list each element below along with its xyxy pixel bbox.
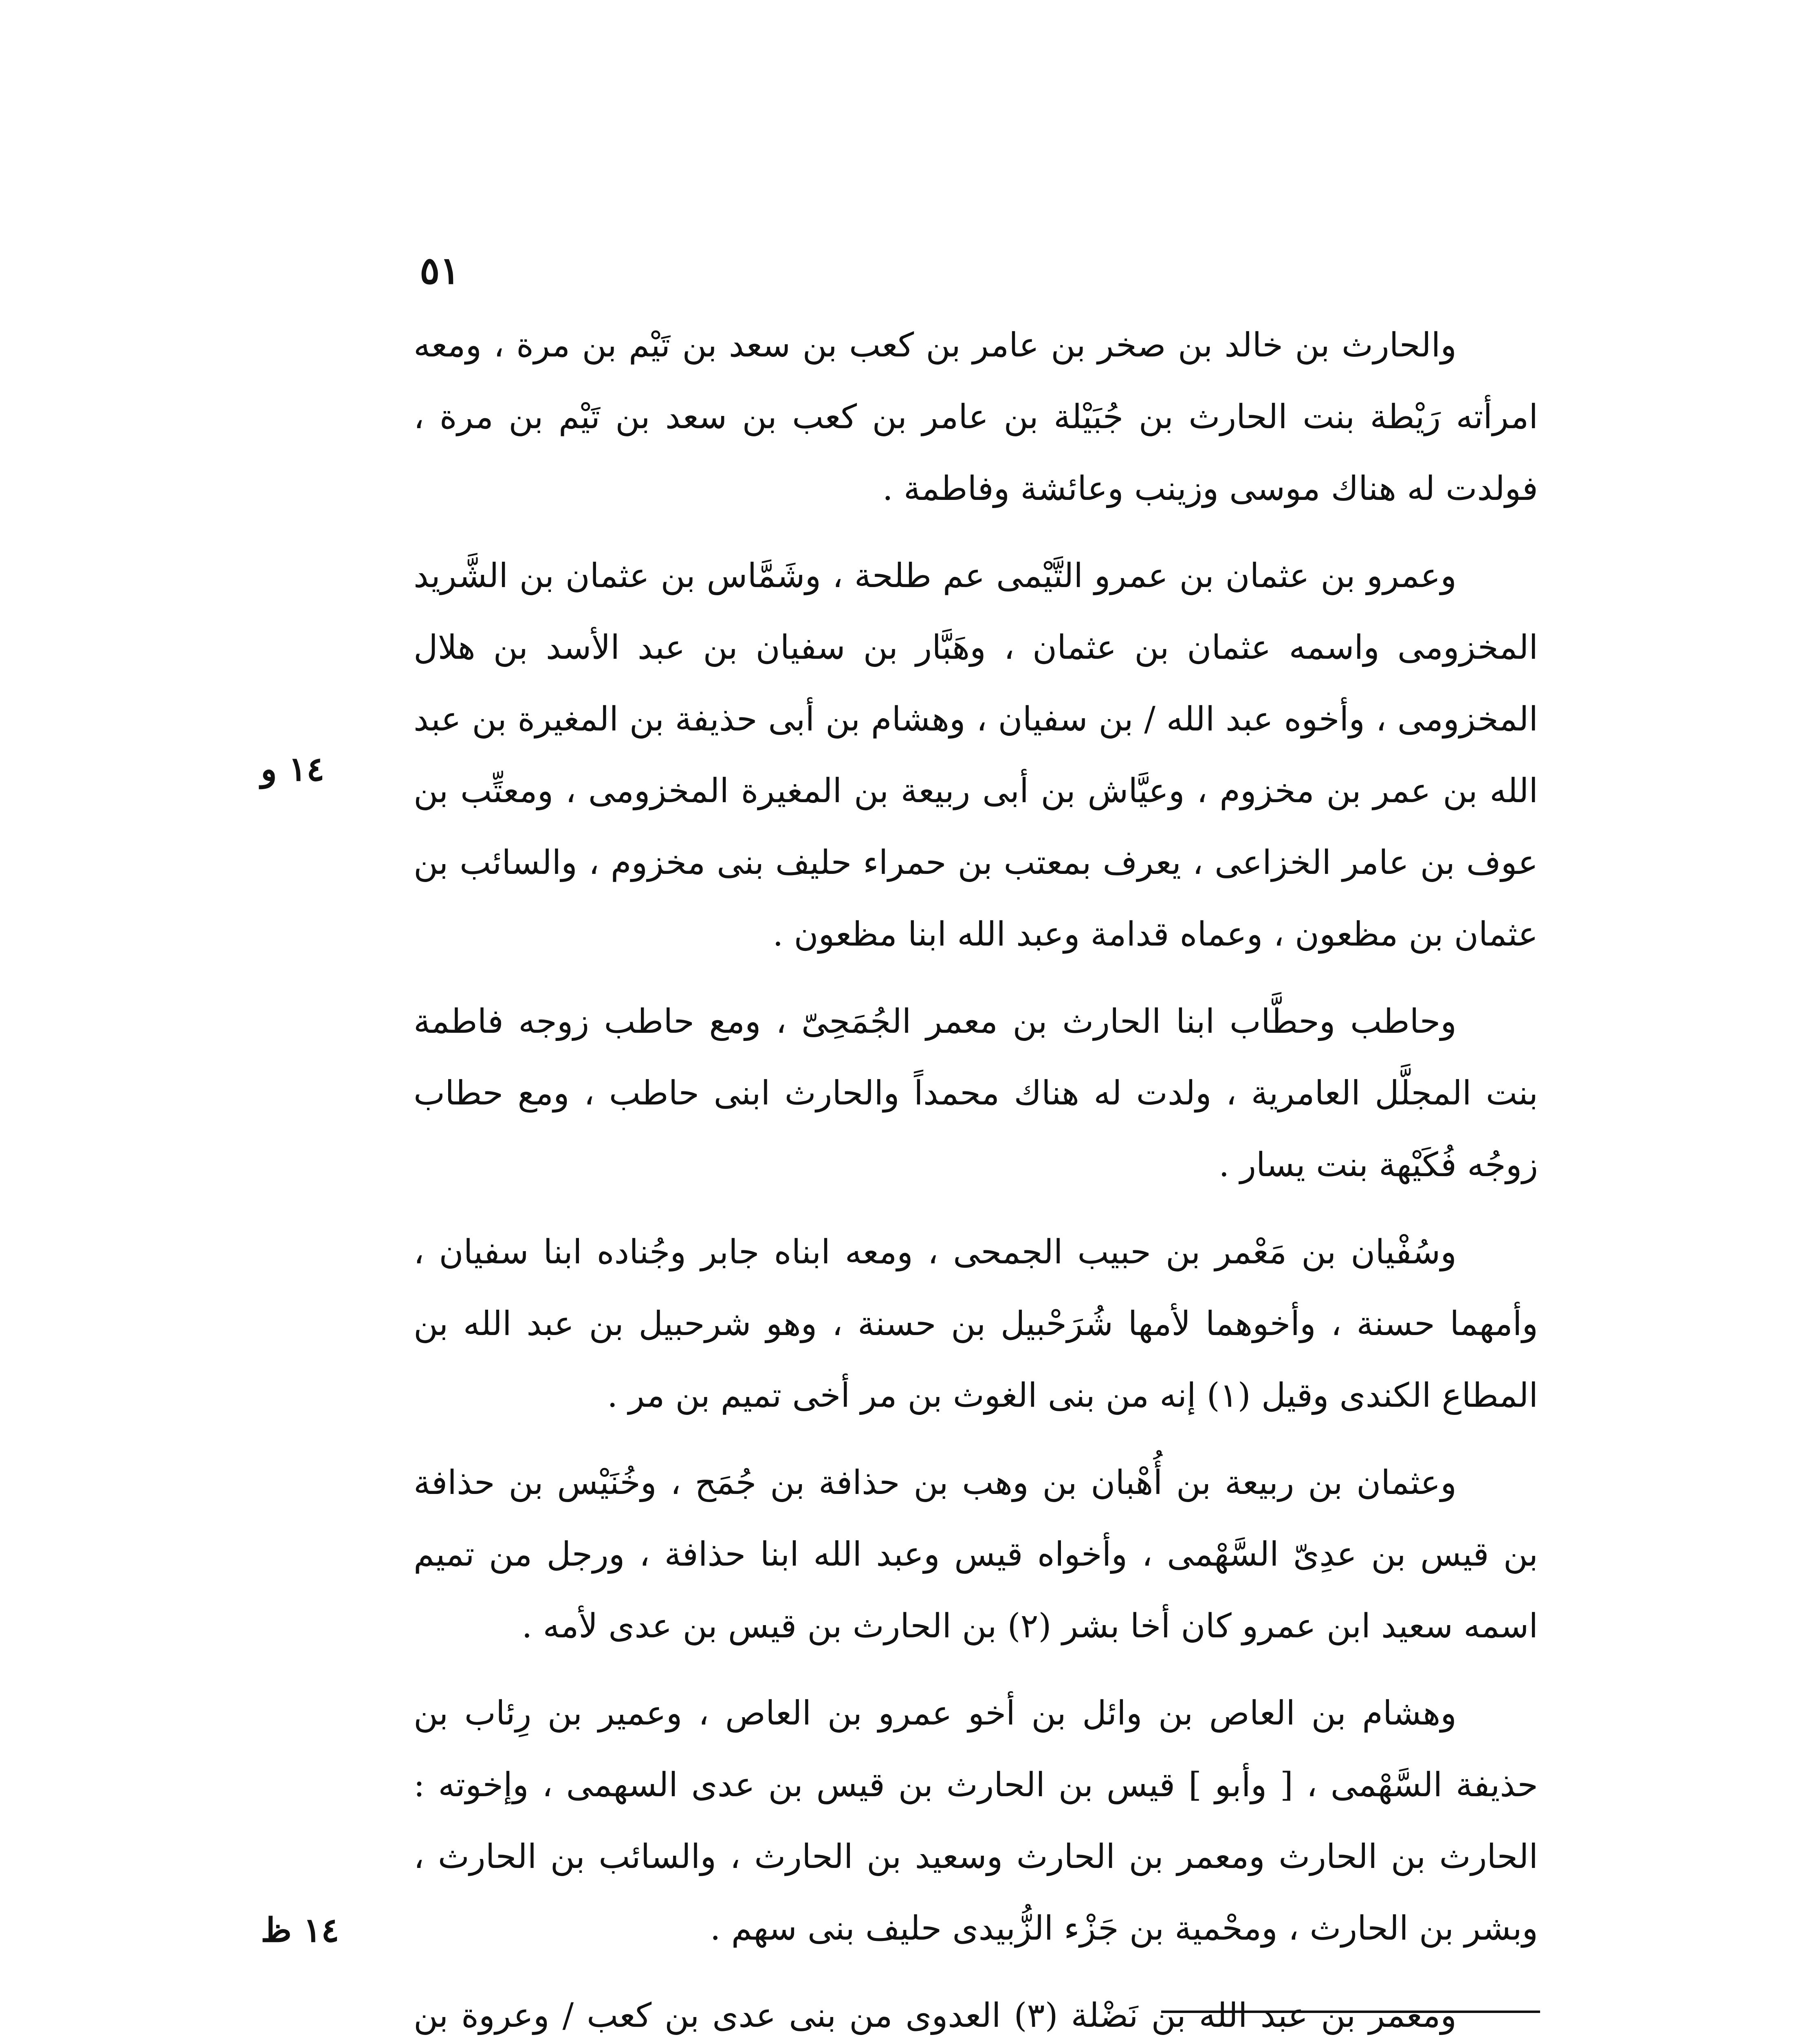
margin-folio-note: ١٤ ظ <box>261 1911 339 1950</box>
paragraph: ومعمر بن عبد الله بن نَضْلة (٣) العدوى من بنى عدى بن كعب / وعروة بن <box>414 1996 1457 2035</box>
main-text <box>414 310 1538 2037</box>
paragraph: وعمرو بن عثمان بن عمرو التَّيْمى عم طلحة ، وشَمَّاس بن عثمان بن الشَّريد المخزومى واسمه عثمان بن عثمان ، وهَبَّار بن سفيان بن عبد الأسد بن هلال المخزومى ، وأخوه عبد الله / بن سفيان ، وهشام بن أبى حذيفة بن المغيرة بن عبد الله بن عمر بن مخزوم ، وعيَّاش بن أبى ربيعة بن المغيرة المخزومى ، ومعتِّب بن عوف بن عامر الخزاعى ، يعرف بمعتب بن حمراء حليف بنى مخزوم ، والسائب بن عثمان بن مظعون ، وعماه قدامة وعبد الله ابنا مظعون . <box>414 557 1538 954</box>
footnote <box>530 2033 1536 2037</box>
paragraph: وعثمان بن ربيعة بن أُهْبان بن وهب بن حذافة بن جُمَح ، وخُنَيْس بن حذافة بن قيس بن عدِىّ السَّهْمى ، وأخواه قيس وعبد الله ابنا حذافة ، ورجل من تميم اسمه سعيد ابن عمرو كان أخا بشر (٢) بن الحارث بن قيس بن عدى لأمه . <box>414 1463 1538 1645</box>
paragraph: وهشام بن العاص بن وائل بن أخو عمرو بن العاص ، وعمير بن رِئاب بن حذيفة السَّهْمى ، [ وأبو ] قيس بن الحارث بن قيس بن عدى السهمى ، وإخوته : الحارث بن الحارث ومعمر بن الحارث وسعيد بن الحارث ، والسائب بن الحارث ، وبشر بن الحارث ، ومحْمية بن جَزْء الزُّبيدى حليف بنى سهم . <box>414 1694 1538 1948</box>
footnotes <box>530 2033 1536 2037</box>
paragraph: والحارث بن خالد بن صخر بن عامر بن كعب بن سعد بن تَيْم بن مرة ، ومعه امرأته رَيْطة بنت الحارث بن جُبَيْلة بن عامر بن كعب بن سعد بن تَيْم بن مرة ، فولدت له هناك موسى وزينب وعائشة وفاطمة . <box>414 326 1538 508</box>
margin-folio-note: ١٤ و <box>261 750 325 789</box>
paragraph: وحاطب وحطَّاب ابنا الحارث بن معمر الجُمَحِىّ ، ومع حاطب زوجه فاطمة بنت المجلَّل العامرية ، ولدت له هناك محمداً والحارث ابنى حاطب ، ومع حطاب زوجُه فُكَيْهة بنت يسار . <box>414 1002 1538 1184</box>
page-number: ٥١ <box>420 249 460 293</box>
paragraph: وسُفْيان بن مَعْمر بن حبيب الجمحى ، ومعه ابناه جابر وجُناده ابنا سفيان ، وأمهما حسنة ، وأخوهما لأمها شُرَحْبيل بن حسنة ، وهو شرحبيل بن عبد الله بن المطاع الكندى وقيل (١) إنه من بنى الغوث بن مر أخى تميم بن مر . <box>414 1233 1538 1415</box>
footnote-divider <box>1161 2011 1540 2013</box>
